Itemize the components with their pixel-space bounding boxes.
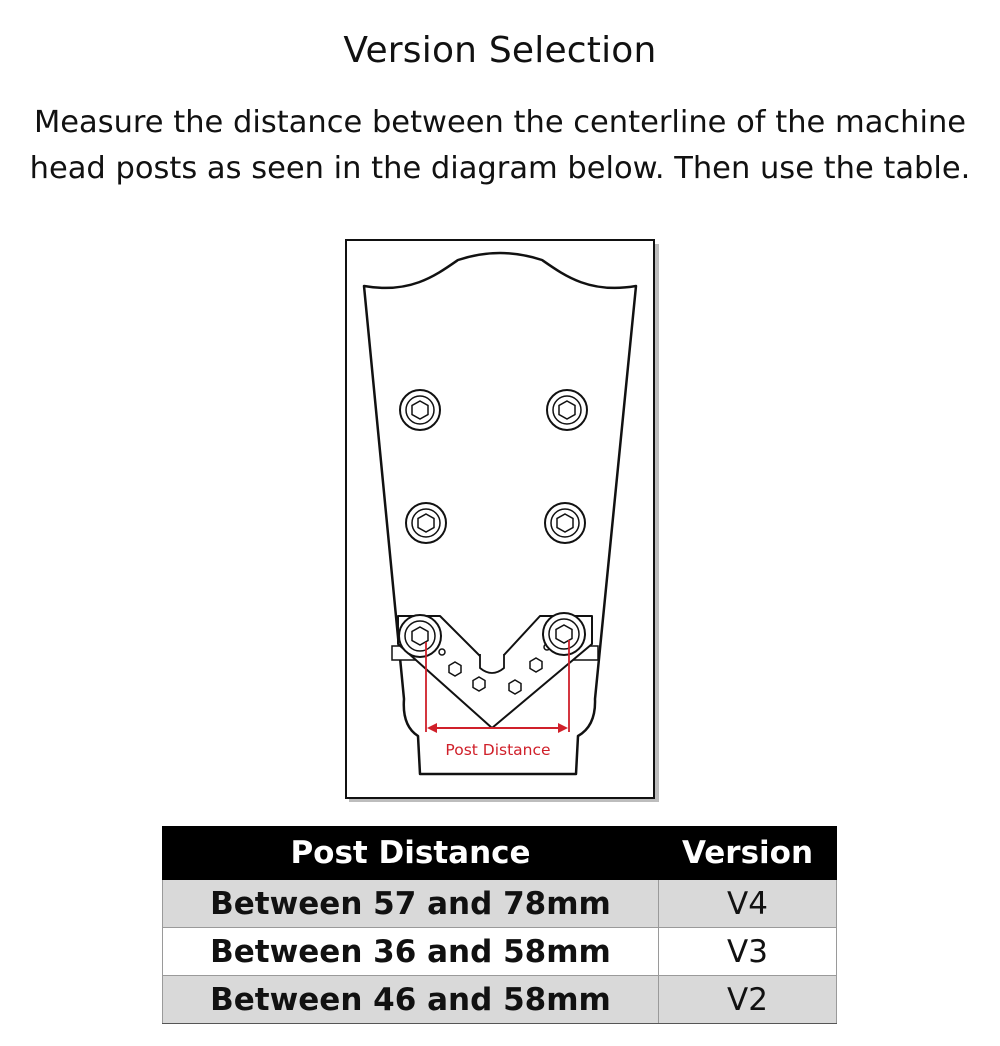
headstock-diagram: [340, 234, 662, 806]
table-row: [163, 928, 837, 976]
table-row: [163, 880, 837, 928]
post-lower-left: [399, 615, 441, 657]
table-header-row: [163, 827, 837, 880]
post-middle-left: [406, 503, 446, 543]
header-version: Version: [659, 827, 837, 880]
instructions-line-2: head posts as seen in the diagram below. Then use the table.: [29, 151, 971, 186]
post-distance-cell: Between 36 and 58mm: [163, 928, 659, 976]
instructions: [10, 100, 990, 192]
post-upper-right: [547, 390, 587, 430]
post-distance-cell: Between 57 and 78mm: [163, 880, 659, 928]
header-post-distance: Post Distance: [163, 827, 659, 880]
post-upper-left: [400, 390, 440, 430]
plate-center-notch: [480, 654, 504, 673]
version-cell: V3: [659, 928, 837, 976]
version-table: [162, 826, 837, 1024]
table-row: [163, 976, 837, 1024]
post-middle-right: [545, 503, 585, 543]
instructions-line-1: Measure the distance between the centerline of the machine: [33, 105, 967, 140]
post-lower-right: [543, 613, 585, 655]
post-distance-label: Post Distance: [445, 741, 551, 759]
post-distance-cell: Between 46 and 58mm: [163, 976, 659, 1024]
version-cell: V2: [659, 976, 837, 1024]
page-title: Version Selection: [343, 30, 657, 71]
version-cell: V4: [659, 880, 837, 928]
